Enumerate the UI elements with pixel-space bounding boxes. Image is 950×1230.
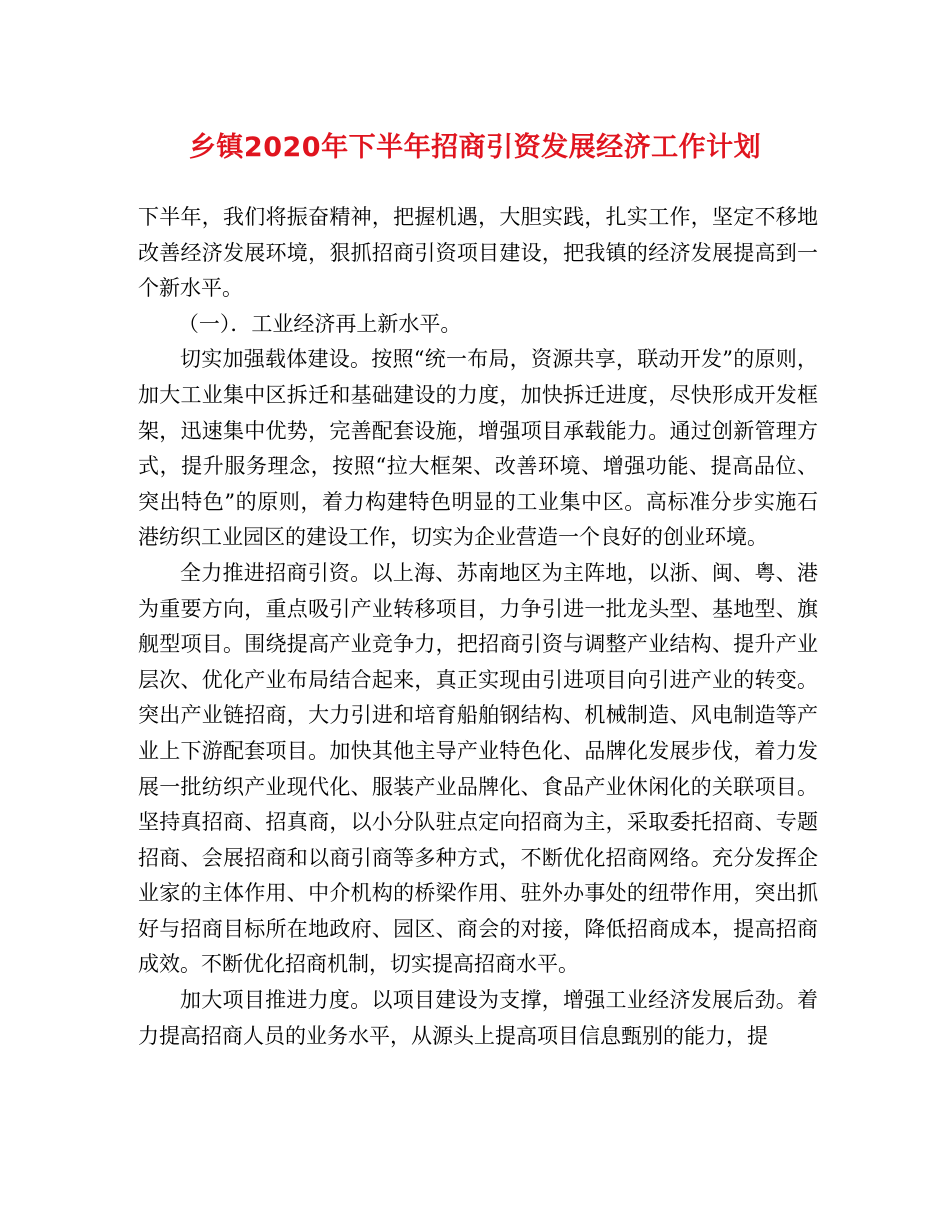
intro-paragraph: 下半年，我们将振奋精神，把握机遇，大胆实践，扎实工作，坚定不移地改善经济发展环境，狠抓招商引资项目建设，把我镇的经济发展提高到一个新水平。 [138, 205, 818, 301]
document-body [138, 200, 818, 1054]
body-paragraph: 全力推进招商引资。以上海、苏南地区为主阵地，以浙、闽、粤、港为重要方向，重点吸引产业转移项目，力争引进一批龙头型、基地型、旗舰型项目。围绕提高产业竞争力，把招商引资与调整产业结构、提升产业层次、优化产业布局结合起来，真正实现由引进项目向引进产业的转变。突出产业链招商，大力引进和培育船舶钢结构、机械制造、风电制造等产业上下游配套项目。加快其他主导产业特色化、品牌化发展步伐，着力发展一批纺织产业现代化、服装产业品牌化、食品产业休闲化的关联项目。坚持真招商、招真商，以小分队驻点定向招商为主，采取委托招商、专题招商、会展招商和以商引商等多种方式，不断优化招商网络。充分发挥企业家的主体作用、中介机构的桥梁作用、驻外办事处的纽带作用，突出抓好与招商目标所在地政府、园区、商会的对接，降低招商成本，提高招商成效。不断优化招商机制，切实提高招商水平。 [138, 560, 818, 977]
body-paragraph: 切实加强载体建设。按照“统一布局，资源共享，联动开发”的原则，加大工业集中区拆迁和基础建设的力度，加快拆迁进度，尽快形成开发框架，迅速集中优势，完善配套设施，增强项目承载能力。通过创新管理方式，提升服务理念，按照“拉大框架、改善环境、增强功能、提高品位、突出特色”的原则，着力构建特色明显的工业集中区。高标准分步实施石港纺织工业园区的建设工作，切实为企业营造一个良好的创业环境。 [138, 347, 818, 550]
body-paragraph: 加大项目推进力度。以项目建设为支撑，增强工业经济发展后劲。着力提高招商人员的业务水平，从源头上提高项目信息甄别的能力，提 [138, 988, 818, 1048]
section-heading: （一）．工业经济再上新水平。 [177, 311, 462, 336]
document-title: 乡镇2020年下半年招商引资发展经济工作计划 [188, 132, 762, 163]
